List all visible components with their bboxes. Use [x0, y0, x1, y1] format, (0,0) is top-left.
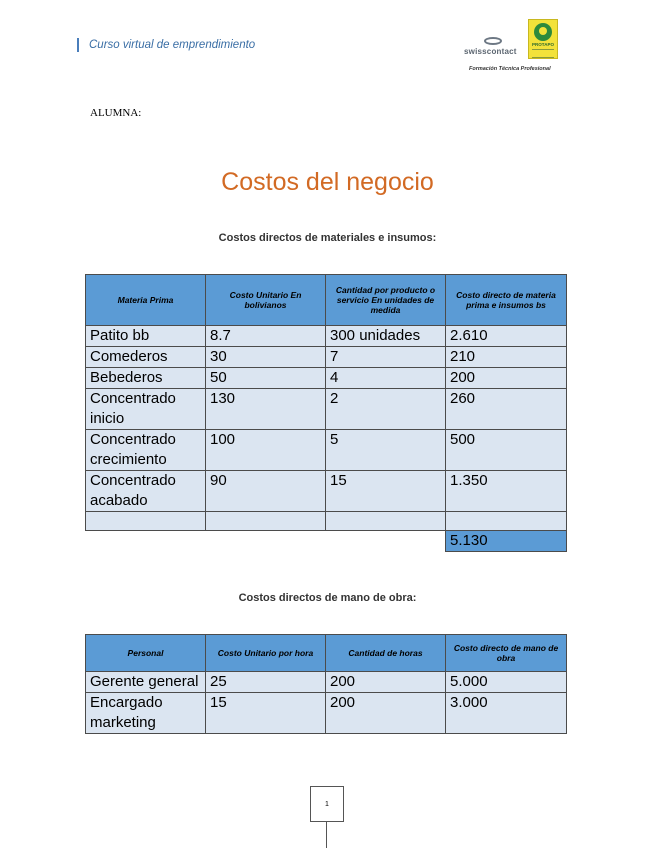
header-accent-bar: [77, 38, 79, 52]
table-cell: 2.610: [446, 326, 567, 347]
table-cell: Patito bb: [86, 326, 206, 347]
table-row: [86, 347, 567, 368]
table-cell: 2: [326, 389, 446, 430]
table-cell: 8.7: [206, 326, 326, 347]
table-cell: 260: [446, 389, 567, 430]
labor-subtitle: Costos directos de mano de obra:: [238, 592, 417, 604]
table-cell: 100: [206, 430, 326, 471]
materials-total: 5.130: [446, 531, 567, 552]
table-cell: 5.000: [446, 672, 567, 693]
logo-tagline: Formación Técnica Profesional: [469, 66, 551, 72]
table-cell: Concentrado acabado: [86, 471, 206, 512]
table-cell: 7: [326, 347, 446, 368]
table-cell: 15: [326, 471, 446, 512]
column-header: Costo Unitario En bolivianos: [206, 275, 326, 326]
page-title: Costos del negocio: [221, 168, 434, 196]
table-cell: 130: [206, 389, 326, 430]
table-header-row: [86, 635, 567, 672]
column-header: Costo directo de materia prima e insumos bs: [446, 275, 567, 326]
column-header: Materia Prima: [86, 275, 206, 326]
table-cell: Comederos: [86, 347, 206, 368]
logos: [462, 17, 562, 75]
table-cell: 1.350: [446, 471, 567, 512]
table-row: [86, 672, 567, 693]
table-cell: 90: [206, 471, 326, 512]
column-header: Costo Unitario por hora: [206, 635, 326, 672]
table-cell: Bebederos: [86, 368, 206, 389]
table-row: [86, 471, 567, 512]
labor-table: [85, 634, 567, 734]
alumna-label: ALUMNA:: [90, 107, 142, 119]
table-cell: 30: [206, 347, 326, 368]
table-cell: 200: [446, 368, 567, 389]
protapo-logo: PROTAPO: [528, 19, 558, 59]
column-header: Costo directo de mano de obra: [446, 635, 567, 672]
table-cell: 5: [326, 430, 446, 471]
table-cell: Gerente general: [86, 672, 206, 693]
table-row: [86, 389, 567, 430]
course-header: Curso virtual de emprendimiento: [89, 39, 256, 51]
materials-table: [85, 274, 567, 552]
table-row: [86, 430, 567, 471]
table-cell: 200: [326, 672, 446, 693]
page-number: 1: [310, 786, 344, 822]
table-cell: 4: [326, 368, 446, 389]
materials-subtitle: Costos directos de materiales e insumos:: [218, 232, 437, 244]
table-cell: 500: [446, 430, 567, 471]
table-row: [86, 368, 567, 389]
table-cell: 15: [206, 693, 326, 734]
table-cell: 200: [326, 693, 446, 734]
table-cell: Concentrado crecimiento: [86, 430, 206, 471]
table-cell: Concentrado inicio: [86, 389, 206, 430]
table-cell: 210: [446, 347, 567, 368]
table-cell: 300 unidades: [326, 326, 446, 347]
swisscontact-logo: swisscontact: [462, 37, 526, 57]
table-cell: 25: [206, 672, 326, 693]
table-cell: 3.000: [446, 693, 567, 734]
table-cell: Encargado marketing: [86, 693, 206, 734]
column-header: Cantidad de horas: [326, 635, 446, 672]
table-row: [86, 326, 567, 347]
column-header: Cantidad por producto o servicio En unidades de medida: [326, 275, 446, 326]
page-number-line: [326, 822, 327, 848]
column-header: Personal: [86, 635, 206, 672]
empty-row: [86, 512, 567, 531]
table-row: [86, 693, 567, 734]
table-header-row: [86, 275, 567, 326]
total-row: [86, 531, 567, 552]
table-cell: 50: [206, 368, 326, 389]
